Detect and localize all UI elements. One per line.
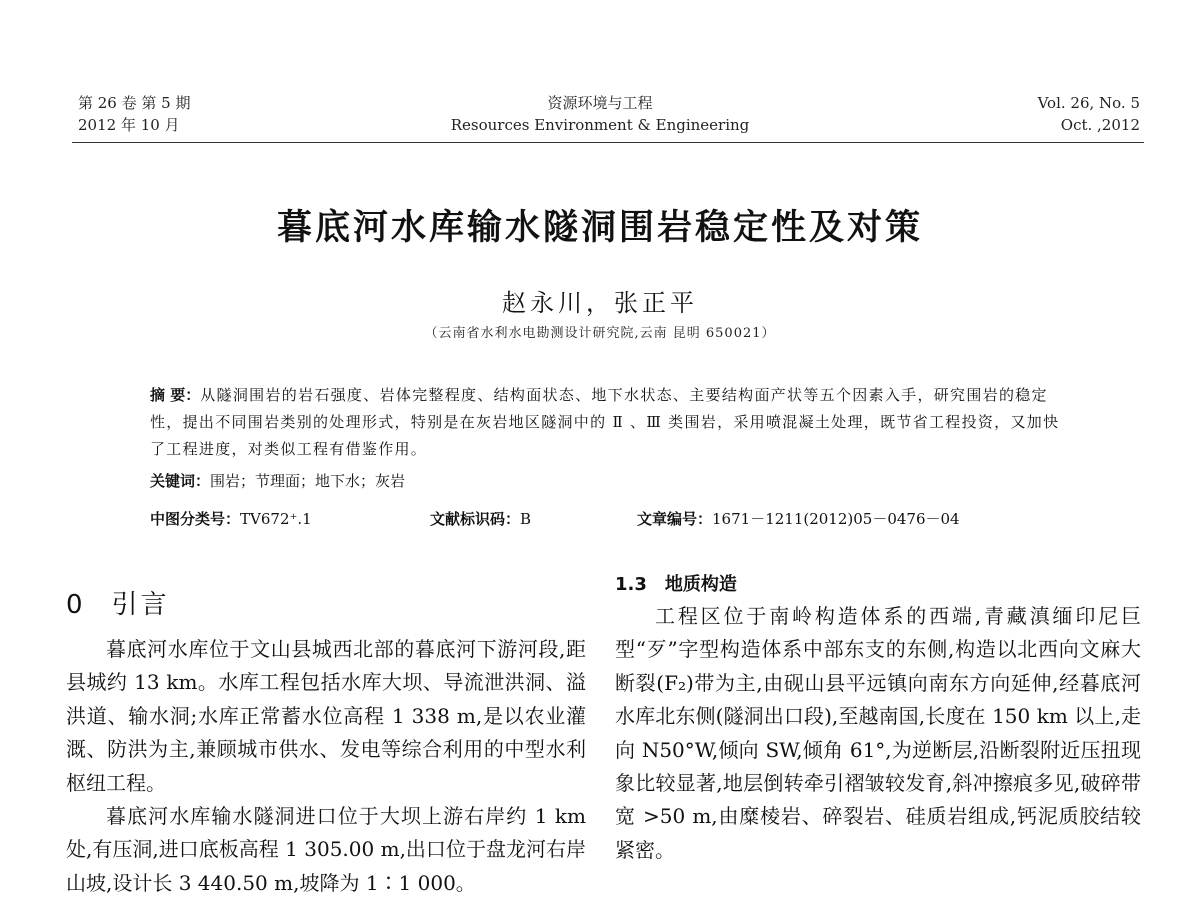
section-title: 引言 [111, 590, 170, 620]
right-column [615, 600, 1141, 867]
doc-code [430, 508, 531, 529]
clc-label: 中图分类号： [150, 510, 241, 528]
paragraph: 暮底河水库输水隧洞进口位于大坝上游右岸约 1 km处,有压洞,进口底板高程 1 305.00 m,出口位于盘龙河右岸山坡,设计长 3 440.50 m,坡降为 1∶1 000。 [66, 804, 586, 895]
keywords-text: 围岩；节理面；地下水；灰岩 [210, 472, 406, 490]
keywords [150, 470, 405, 491]
paper-affiliation: （云南省水利水电勘测设计研究院,云南 昆明 650021） [424, 326, 776, 341]
header-rule [72, 142, 1144, 143]
clc-number [150, 508, 312, 529]
paragraph: 工程区位于南岭构造体系的西端,青藏滇缅印尼巨型“歹”字型构造体系中部东支的东侧,构造以北西向文麻大断裂(F₂)带为主,由砚山县平远镇向南东方向延伸,经暮底河水库北东侧(隧洞出口段),至越南国,长度在 150 km 以上,走向 N50°W,倾向 SW,倾角 61°,为逆断层,沿断裂附近压扭现象比较显著,地层倒转牵引褶皱较发育,斜冲擦痕多见,破碎带宽 >50 m,由糜棱岩、碎裂岩、硅质岩组成,钙泥质胶结较紧密。 [615, 604, 1141, 862]
header-volume-en: Vol. 26, No. 5 [1037, 94, 1140, 112]
clc-value: TV672⁺.1 [240, 510, 312, 528]
paper-authors: 赵永川，张正平 [502, 289, 698, 317]
header-date: 2012 年 10 月 [78, 116, 180, 134]
header-journal-en: Resources Environment & Engineering [450, 116, 750, 134]
section-title: 地质构造 [664, 574, 737, 595]
article-value: 1671－1211(2012)05－0476－04 [712, 510, 960, 528]
section-number: 0 [66, 590, 86, 620]
article-label: 文章编号： [637, 510, 713, 528]
section-number: 1.3 [615, 574, 647, 595]
section-heading-intro [66, 584, 170, 621]
abstract-text: 从隧洞围岩的岩石强度、岩体完整程度、结构面状态、地下水状态、主要结构面产状等五个因素入手，研究围岩的稳定性，提出不同围岩类别的处理形式，特别是在灰岩地区隧洞中的 Ⅱ 、Ⅲ 类围岩，采用喷混凝土处理，既节省工程投资，又加快了工程进度，对类似工程有借鉴作用。 [150, 386, 1060, 458]
header-journal [0, 92, 1200, 136]
paper-title: 暮底河水库输水隧洞围岩稳定性及对策 [276, 208, 923, 248]
header-journal-cn: 资源环境与工程 [547, 94, 653, 112]
doc-label: 文献标识码： [430, 510, 521, 528]
keywords-label: 关键词： [150, 472, 211, 490]
header-date-en: Oct. ,2012 [1060, 116, 1140, 134]
header-volume: 第 26 卷 第 5 期 [78, 94, 191, 112]
section-heading-geology [615, 570, 737, 596]
article-number [637, 508, 960, 529]
doc-value: B [520, 510, 532, 528]
left-column [66, 633, 586, 900]
abstract [150, 382, 1070, 463]
paragraph: 暮底河水库位于文山县城西北部的暮底河下游河段,距县城约 13 km。水库工程包括水库大坝、导流泄洪洞、溢洪道、输水洞;水库正常蓄水位高程 1 338 m,是以农业灌溉、防洪为主,兼顾城市供水、发电等综合利用的中型水利枢纽工程。 [66, 637, 586, 795]
abstract-label: 摘 要： [150, 386, 201, 404]
header-issue-en [1038, 92, 1140, 136]
